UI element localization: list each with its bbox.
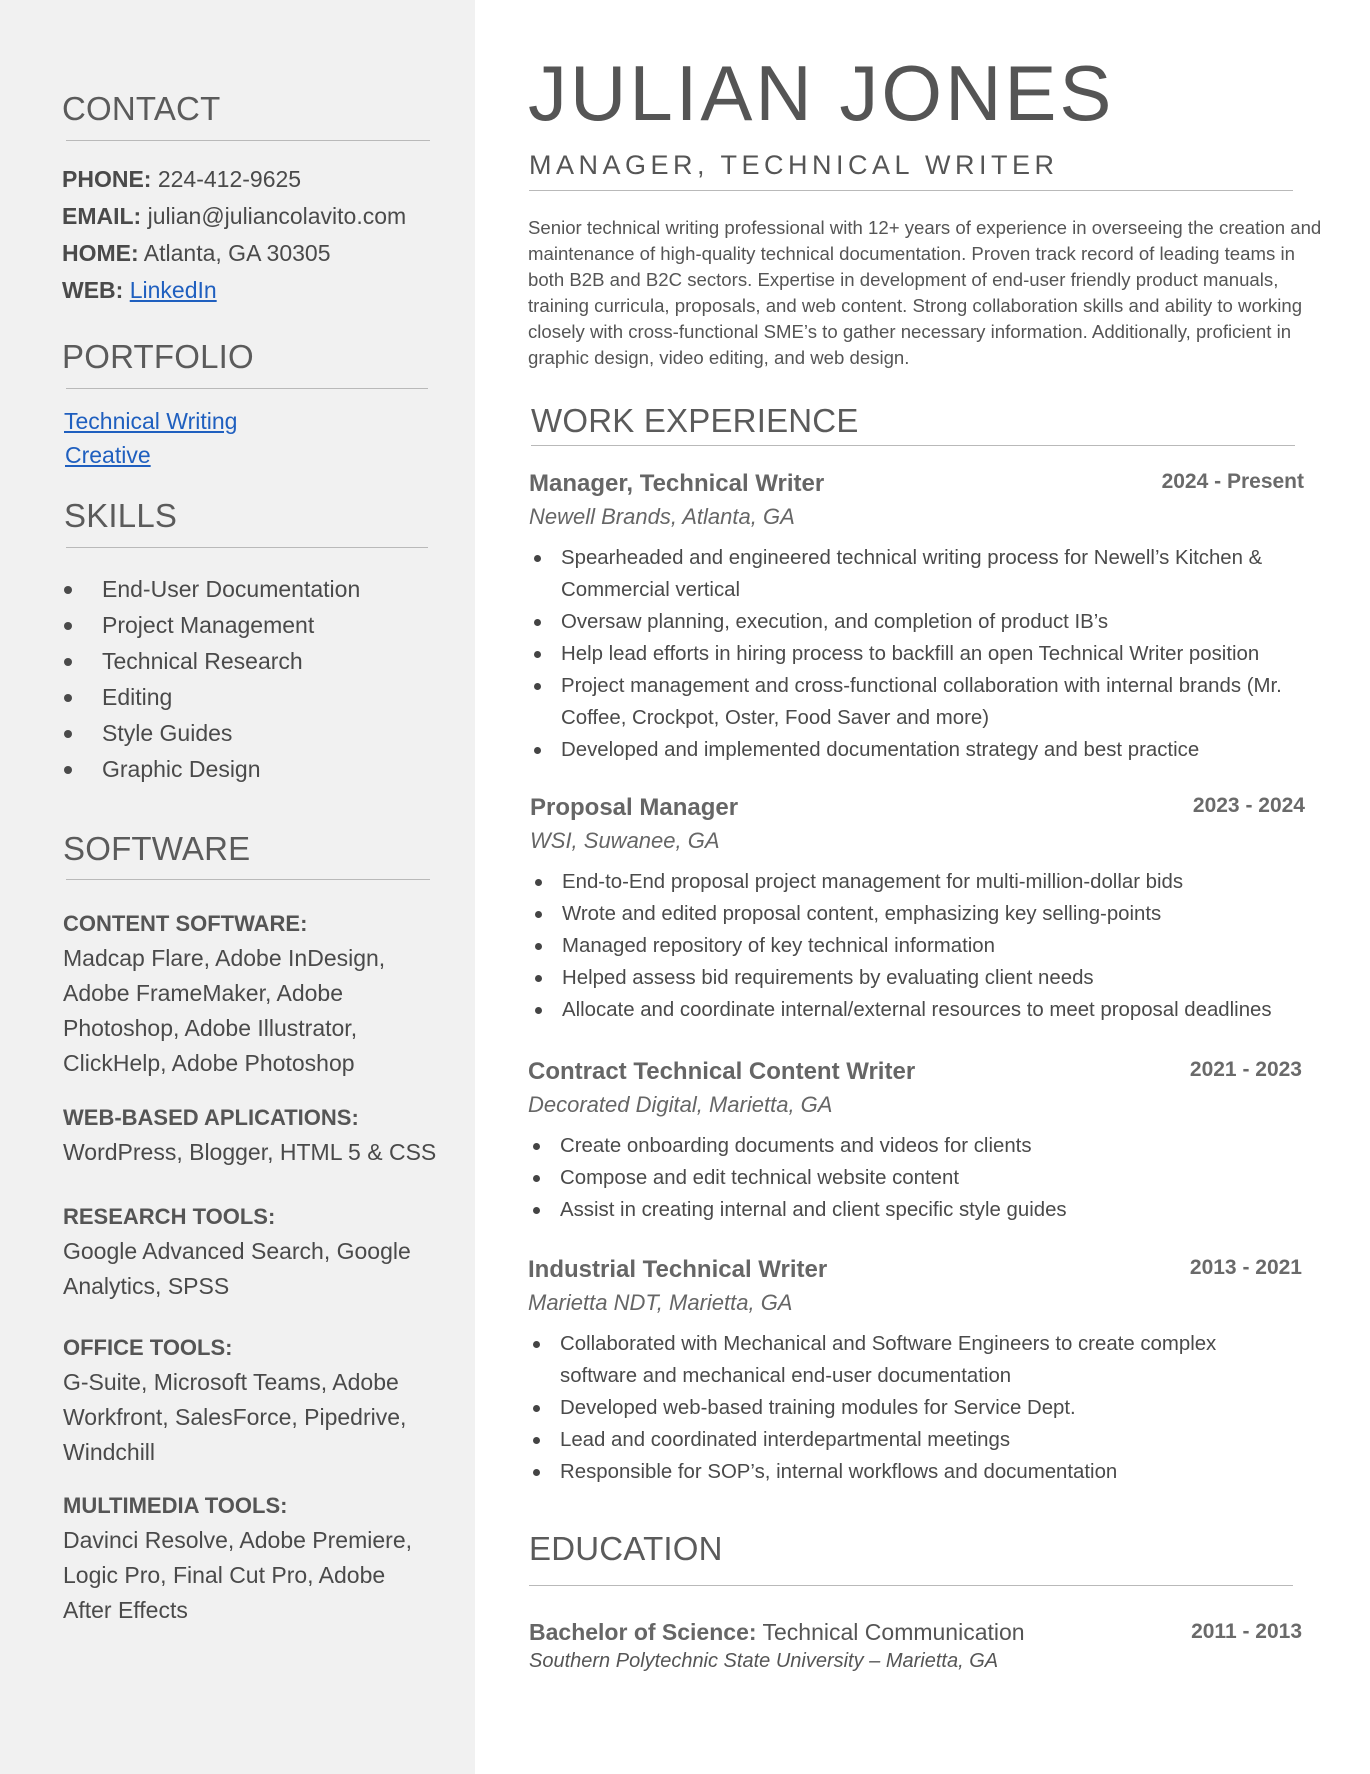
email-label: EMAIL: bbox=[62, 203, 142, 229]
portfolio-divider bbox=[66, 388, 428, 389]
bullet-text: Collaborated with Mechanical and Software Engineers to create complex bbox=[560, 1333, 1217, 1355]
portfolio-link-technical-writing[interactable]: Technical Writing bbox=[64, 408, 238, 434]
degree-label: Bachelor of Science: bbox=[529, 1619, 757, 1645]
list-item bbox=[530, 930, 1309, 962]
list-item bbox=[62, 643, 360, 679]
job-bullets bbox=[528, 1130, 1306, 1226]
bullet-icon bbox=[535, 975, 542, 982]
job-title: Proposal Manager bbox=[530, 794, 739, 821]
software-group-line: G-Suite, Microsoft Teams, Adobe bbox=[63, 1369, 399, 1395]
bullet-icon bbox=[535, 1007, 542, 1014]
list-item bbox=[529, 670, 1309, 734]
headline-divider bbox=[529, 190, 1293, 191]
work-experience-divider bbox=[531, 445, 1295, 446]
software-group-line: Madcap Flare, Adobe InDesign, bbox=[63, 945, 386, 971]
list-item bbox=[529, 734, 1309, 766]
portfolio-links bbox=[64, 404, 237, 472]
bullet-text: Commercial vertical bbox=[561, 579, 741, 601]
list-item bbox=[530, 994, 1309, 1026]
contact-heading: CONTACT bbox=[62, 90, 221, 127]
skills-heading: SKILLS bbox=[64, 497, 178, 534]
candidate-headline: MANAGER, TECHNICAL WRITER bbox=[529, 150, 1059, 180]
job-entry bbox=[528, 1058, 1306, 1226]
list-item bbox=[62, 679, 360, 715]
bullet-icon bbox=[533, 1175, 540, 1182]
bullet-text: Allocate and coordinate internal/external resources to meet proposal deadlines bbox=[562, 999, 1272, 1021]
education-dates: 2011 - 2013 bbox=[1191, 1620, 1302, 1643]
bullet-icon bbox=[535, 943, 542, 950]
job-organization: WSI, Suwanee, GA bbox=[530, 828, 720, 853]
list-item bbox=[528, 1194, 1306, 1226]
software-group-content bbox=[63, 907, 385, 1081]
work-experience-heading: WORK EXPERIENCE bbox=[531, 402, 859, 439]
home-label: HOME: bbox=[62, 240, 139, 266]
bullet-text: Lead and coordinated interdepartmental meetings bbox=[560, 1429, 1011, 1451]
bullet-text: Responsible for SOP’s, internal workflows and documentation bbox=[560, 1461, 1118, 1483]
list-item bbox=[528, 1130, 1306, 1162]
phone-label: PHONE: bbox=[62, 166, 152, 192]
job-entry bbox=[530, 794, 1309, 1026]
bullet-text: Create onboarding documents and videos for clients bbox=[560, 1135, 1032, 1157]
skill-label: Style Guides bbox=[102, 720, 233, 746]
job-organization: Marietta NDT, Marietta, GA bbox=[528, 1290, 793, 1315]
bullet-icon bbox=[64, 658, 72, 666]
bullet-icon bbox=[534, 555, 541, 562]
bullet-text: Wrote and edited proposal content, emphasizing key selling-points bbox=[562, 903, 1162, 925]
skill-label: Editing bbox=[102, 684, 173, 710]
bullet-text: Developed web-based training modules for Service Dept. bbox=[560, 1397, 1076, 1419]
bullet-text: End-to-End proposal project management for multi-million-dollar bids bbox=[562, 871, 1184, 893]
job-entry bbox=[528, 1256, 1306, 1488]
software-group-office bbox=[63, 1331, 406, 1470]
contact-phone bbox=[62, 161, 406, 198]
job-title: Contract Technical Content Writer bbox=[528, 1058, 916, 1085]
phone-value: 224-412-9625 bbox=[157, 166, 302, 192]
software-group-research bbox=[63, 1200, 411, 1304]
list-item bbox=[62, 607, 360, 643]
list-item bbox=[62, 715, 360, 751]
list-item bbox=[530, 962, 1309, 994]
bullet-text: Spearheaded and engineered technical writing process for Newell’s Kitchen & bbox=[561, 547, 1263, 569]
bullet-text: Compose and edit technical website content bbox=[560, 1167, 959, 1189]
software-group-line: Photoshop, Adobe Illustrator, bbox=[63, 1015, 358, 1041]
education-school: Southern Polytechnic State University – Marietta, GA bbox=[529, 1650, 999, 1672]
job-title: Manager, Technical Writer bbox=[529, 470, 825, 497]
list-item bbox=[529, 638, 1309, 670]
bullet-text: Coffee, Crockpot, Oster, Food Saver and more) bbox=[561, 707, 990, 729]
skills-divider bbox=[66, 547, 428, 548]
job-dates: 2021 - 2023 bbox=[1189, 1058, 1302, 1081]
skill-label: Technical Research bbox=[102, 648, 303, 674]
software-group-line: Windchill bbox=[63, 1439, 156, 1465]
bullet-icon bbox=[534, 683, 541, 690]
software-group-multimedia bbox=[63, 1489, 412, 1628]
bullet-text: Assist in creating internal and client specific style guides bbox=[560, 1199, 1067, 1221]
contact-divider bbox=[66, 140, 430, 141]
home-value: Atlanta, GA 30305 bbox=[143, 240, 331, 266]
bullet-icon bbox=[64, 766, 72, 774]
portfolio-link-creative[interactable]: Creative bbox=[65, 442, 151, 468]
list-item bbox=[528, 1328, 1306, 1392]
contact-block bbox=[62, 161, 406, 309]
list-item bbox=[529, 606, 1309, 638]
bullet-text: Helped assess bid requirements by evaluating client needs bbox=[562, 967, 1094, 989]
job-bullets bbox=[528, 1328, 1306, 1488]
software-group-line: Davinci Resolve, Adobe Premiere, bbox=[63, 1527, 412, 1553]
skill-label: Graphic Design bbox=[102, 756, 261, 782]
candidate-name: JULIAN JONES bbox=[528, 49, 1115, 137]
job-entry bbox=[529, 470, 1309, 766]
contact-home bbox=[62, 235, 406, 272]
linkedin-link[interactable]: LinkedIn bbox=[129, 277, 217, 303]
skill-label: Project Management bbox=[102, 612, 315, 638]
education-heading: EDUCATION bbox=[529, 1530, 723, 1567]
software-divider bbox=[66, 879, 430, 880]
bullet-text: Managed repository of key technical information bbox=[562, 935, 995, 957]
skills-list bbox=[62, 571, 360, 787]
software-group-label: RESEARCH TOOLS: bbox=[63, 1204, 276, 1229]
software-group-line: Logic Pro, Final Cut Pro, Adobe bbox=[63, 1562, 386, 1588]
bullet-icon bbox=[534, 747, 541, 754]
list-item bbox=[530, 866, 1309, 898]
software-group-label: MULTIMEDIA TOOLS: bbox=[63, 1493, 288, 1518]
job-bullets bbox=[530, 866, 1309, 1026]
software-group-line: Analytics, SPSS bbox=[63, 1273, 230, 1299]
list-item bbox=[528, 1424, 1306, 1456]
bullet-icon bbox=[533, 1469, 540, 1476]
job-title: Industrial Technical Writer bbox=[528, 1256, 828, 1283]
contact-email bbox=[62, 198, 406, 235]
email-value: julian@juliancolavito.com bbox=[147, 203, 407, 229]
skill-label: End-User Documentation bbox=[102, 576, 361, 602]
software-group-label: OFFICE TOOLS: bbox=[63, 1335, 233, 1360]
bullet-icon bbox=[64, 586, 72, 594]
bullet-icon bbox=[533, 1341, 540, 1348]
job-bullets bbox=[529, 542, 1309, 766]
software-group-line: Adobe FrameMaker, Adobe bbox=[63, 980, 343, 1006]
job-dates: 2023 - 2024 bbox=[1192, 794, 1305, 817]
job-organization: Newell Brands, Atlanta, GA bbox=[529, 504, 795, 529]
degree-value: Technical Communication bbox=[762, 1619, 1025, 1645]
bullet-text: software and mechanical end-user documentation bbox=[560, 1365, 1012, 1387]
list-item bbox=[62, 571, 360, 607]
bullet-icon bbox=[533, 1143, 540, 1150]
software-group-line: After Effects bbox=[63, 1597, 188, 1623]
bullet-text: Oversaw planning, execution, and completion of product IB’s bbox=[561, 611, 1109, 633]
bullet-text: Help lead efforts in hiring process to backfill an open Technical Writer position bbox=[561, 643, 1260, 665]
list-item bbox=[530, 898, 1309, 930]
education-divider bbox=[529, 1585, 1293, 1586]
bullet-icon bbox=[533, 1207, 540, 1214]
job-dates: 2013 - 2021 bbox=[1189, 1256, 1302, 1279]
list-item bbox=[528, 1162, 1306, 1194]
bullet-icon bbox=[535, 879, 542, 886]
software-group-line: ClickHelp, Adobe Photoshop bbox=[63, 1050, 355, 1076]
bullet-icon bbox=[534, 619, 541, 626]
bullet-text: Developed and implemented documentation strategy and best practice bbox=[561, 739, 1200, 761]
bullet-text: Project management and cross-functional collaboration with internal brands (Mr. bbox=[561, 675, 1282, 697]
summary-paragraph: Senior technical writing professional with 12+ years of experience in overseeing the creation and maintenance of high-quality technical documentation. Proven track record of leading teams in both B2B and B2C sectors. Expertise in development of end-user friendly product manuals, training curricula, proposals, and web content. Strong collaboration skills and ability to working closely with cross-functional SME’s to gather necessary information. Additionally, proficient in graphic design, video editing, and web design. bbox=[528, 217, 1322, 368]
bullet-icon bbox=[64, 622, 72, 630]
list-item bbox=[529, 542, 1309, 606]
software-group-line: WordPress, Blogger, HTML 5 & CSS bbox=[63, 1139, 437, 1165]
job-organization: Decorated Digital, Marietta, GA bbox=[528, 1092, 833, 1117]
bullet-icon bbox=[535, 911, 542, 918]
bullet-icon bbox=[64, 730, 72, 738]
software-group-line: Google Advanced Search, Google bbox=[63, 1238, 411, 1264]
contact-web bbox=[62, 272, 406, 309]
software-group-line: Workfront, SalesForce, Pipedrive, bbox=[63, 1404, 407, 1430]
portfolio-heading: PORTFOLIO bbox=[62, 338, 254, 375]
list-item bbox=[528, 1456, 1306, 1488]
bullet-icon bbox=[533, 1437, 540, 1444]
bullet-icon bbox=[533, 1405, 540, 1412]
list-item bbox=[62, 751, 360, 787]
software-group-web bbox=[63, 1101, 436, 1170]
sidebar bbox=[0, 0, 475, 1774]
list-item bbox=[528, 1392, 1306, 1424]
job-dates: 2024 - Present bbox=[1161, 470, 1304, 493]
bullet-icon bbox=[64, 694, 72, 702]
web-label: WEB: bbox=[62, 277, 124, 303]
software-group-label: WEB-BASED APLICATIONS: bbox=[63, 1105, 359, 1130]
software-group-label: CONTENT SOFTWARE: bbox=[63, 911, 308, 936]
bullet-icon bbox=[534, 651, 541, 658]
education-entry bbox=[529, 1619, 1306, 1673]
software-heading: SOFTWARE bbox=[63, 830, 251, 867]
main-content bbox=[475, 0, 1370, 1774]
